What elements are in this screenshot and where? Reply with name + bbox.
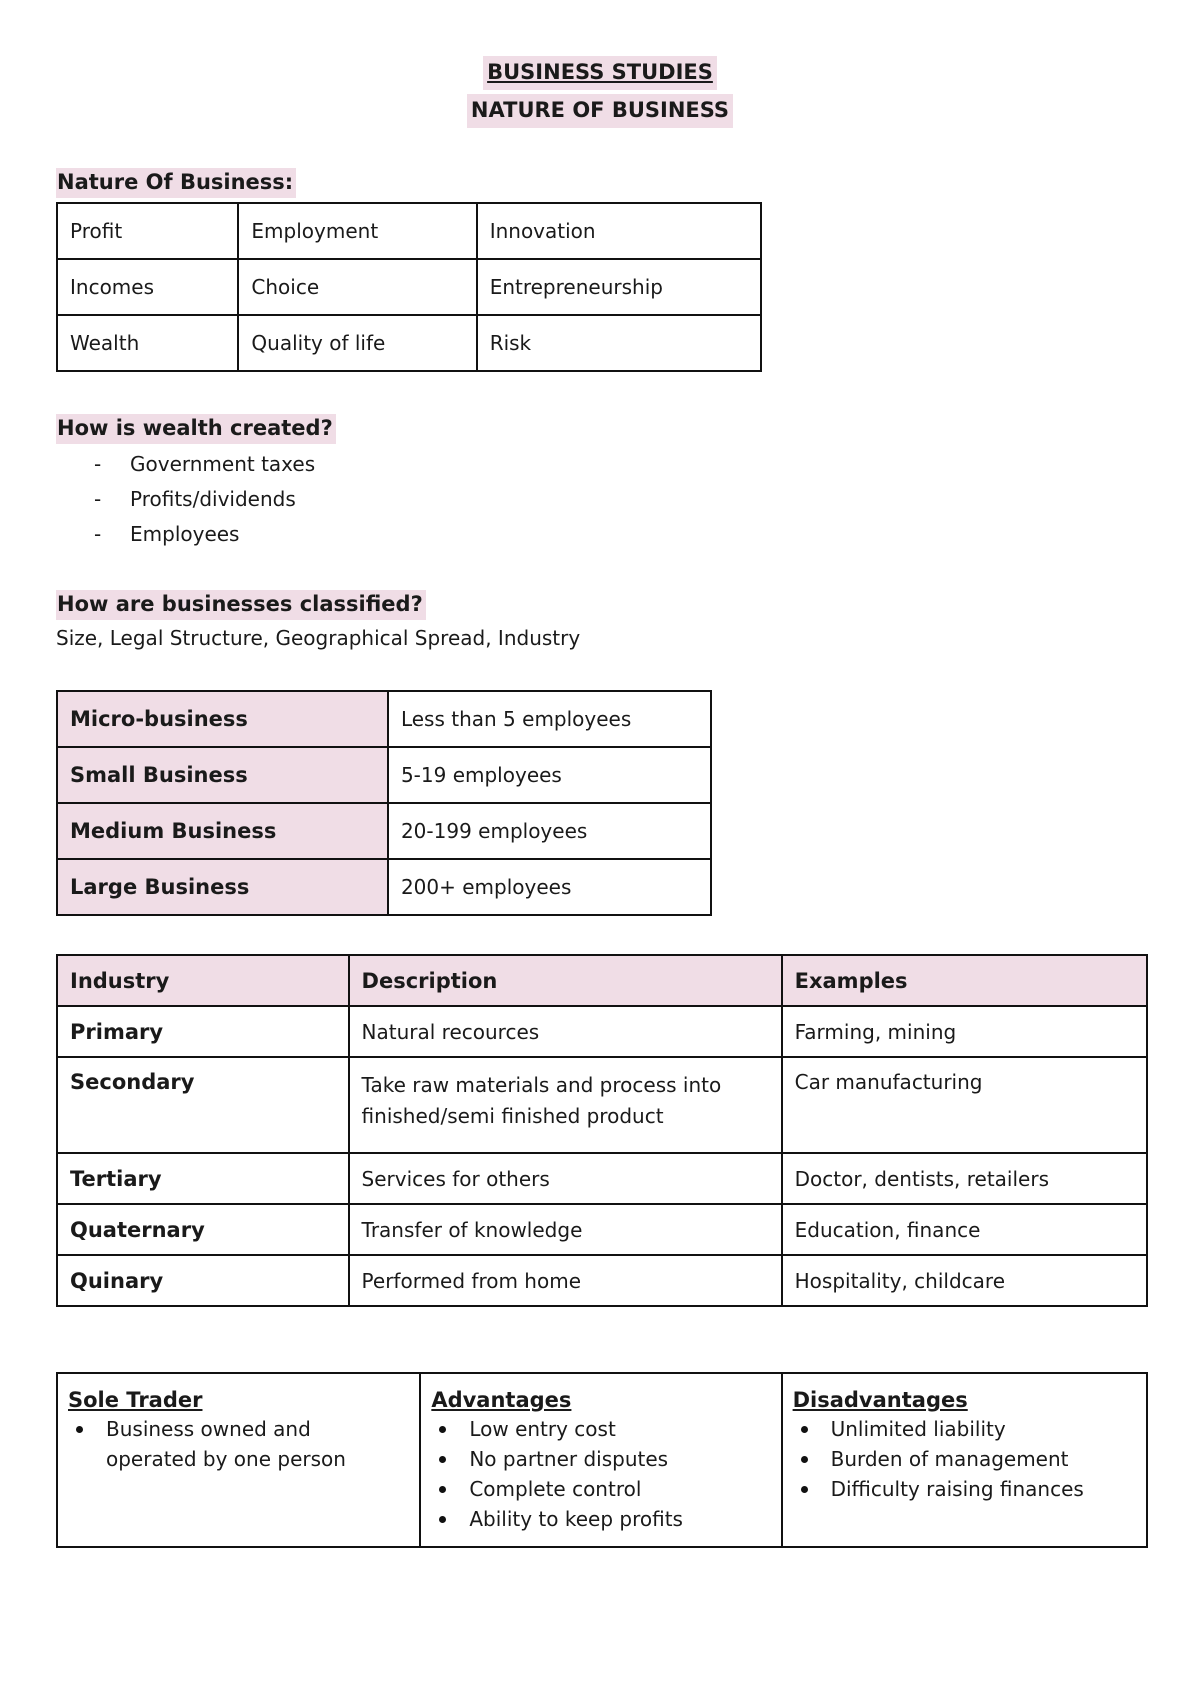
sole-trader-heading: Sole Trader	[68, 1388, 203, 1412]
table-row	[57, 1006, 1147, 1057]
table-row	[57, 747, 711, 803]
table-cell: Secondary	[57, 1057, 349, 1153]
table-cell: Quality of life	[238, 315, 476, 371]
advantages-heading: Advantages	[431, 1388, 572, 1412]
table-cell: Risk	[477, 315, 761, 371]
table-row	[57, 259, 761, 315]
list-item: Difficulty raising finances	[831, 1474, 1136, 1504]
table-cell: Transfer of knowledge	[349, 1204, 782, 1255]
table-cell: Hospitality, childcare	[782, 1255, 1147, 1306]
size-value: Less than 5 employees	[388, 691, 711, 747]
nature-heading: Nature Of Business:	[56, 168, 296, 198]
size-table	[56, 690, 712, 916]
size-value: 20-199 employees	[388, 803, 711, 859]
classification-text: Size, Legal Structure, Geographical Spread, Industry	[56, 626, 581, 650]
document-title: BUSINESS STUDIES	[0, 60, 1200, 84]
table-cell: Farming, mining	[782, 1006, 1147, 1057]
disadvantages-list	[793, 1414, 1136, 1504]
table-row	[57, 859, 711, 915]
industry-table	[56, 954, 1148, 1307]
list-item: - Employees	[94, 522, 240, 546]
list-item: Low entry cost	[469, 1414, 770, 1444]
table-row	[57, 803, 711, 859]
table-cell: Employment	[238, 203, 476, 259]
list-item: Burden of management	[831, 1444, 1136, 1474]
table-cell: Quaternary	[57, 1204, 349, 1255]
size-value: 5-19 employees	[388, 747, 711, 803]
advantages-cell	[420, 1373, 781, 1547]
list-item: Complete control	[469, 1474, 770, 1504]
table-cell: Doctor, dentists, retailers	[782, 1153, 1147, 1204]
sole-trader-list	[68, 1414, 409, 1474]
table-cell: Education, finance	[782, 1204, 1147, 1255]
table-cell: Choice	[238, 259, 476, 315]
table-cell: Services for others	[349, 1153, 782, 1204]
column-header: Industry	[57, 955, 349, 1006]
column-header: Examples	[782, 955, 1147, 1006]
table-cell: Profit	[57, 203, 238, 259]
sole-trader-cell	[57, 1373, 420, 1547]
advantages-list	[431, 1414, 770, 1534]
sole-trader-table	[56, 1372, 1148, 1548]
table-cell: Incomes	[57, 259, 238, 315]
table-cell: Quinary	[57, 1255, 349, 1306]
wealth-heading: How is wealth created?	[56, 414, 336, 444]
size-label: Micro-business	[57, 691, 388, 747]
table-cell: Take raw materials and process into finished/semi finished product	[349, 1057, 782, 1153]
table-cell: Innovation	[477, 203, 761, 259]
disadvantages-heading: Disadvantages	[792, 1388, 968, 1412]
table-row	[57, 1204, 1147, 1255]
table-row	[57, 203, 761, 259]
disadvantages-cell	[782, 1373, 1147, 1547]
list-item: No partner disputes	[469, 1444, 770, 1474]
table-cell: Entrepreneurship	[477, 259, 761, 315]
size-label: Medium Business	[57, 803, 388, 859]
table-row	[57, 1373, 1147, 1547]
list-item: Ability to keep profits	[469, 1504, 770, 1534]
list-item: Unlimited liability	[831, 1414, 1136, 1444]
size-label: Small Business	[57, 747, 388, 803]
table-cell: Natural recources	[349, 1006, 782, 1057]
table-header-row	[57, 955, 1147, 1006]
list-item: - Profits/dividends	[94, 487, 296, 511]
table-cell: Performed from home	[349, 1255, 782, 1306]
table-row	[57, 1255, 1147, 1306]
classified-heading: How are businesses classified?	[56, 590, 426, 620]
list-item: Business owned and operated by one person	[106, 1414, 409, 1474]
size-value: 200+ employees	[388, 859, 711, 915]
table-row	[57, 691, 711, 747]
size-label: Large Business	[57, 859, 388, 915]
table-cell: Tertiary	[57, 1153, 349, 1204]
table-row	[57, 1153, 1147, 1204]
table-cell: Primary	[57, 1006, 349, 1057]
column-header: Description	[349, 955, 782, 1006]
table-row	[57, 315, 761, 371]
list-item: - Government taxes	[94, 452, 316, 476]
nature-table	[56, 202, 762, 372]
table-cell: Wealth	[57, 315, 238, 371]
table-cell: Car manufacturing	[782, 1057, 1147, 1153]
document-subtitle: NATURE OF BUSINESS	[0, 98, 1200, 122]
table-row	[57, 1057, 1147, 1153]
